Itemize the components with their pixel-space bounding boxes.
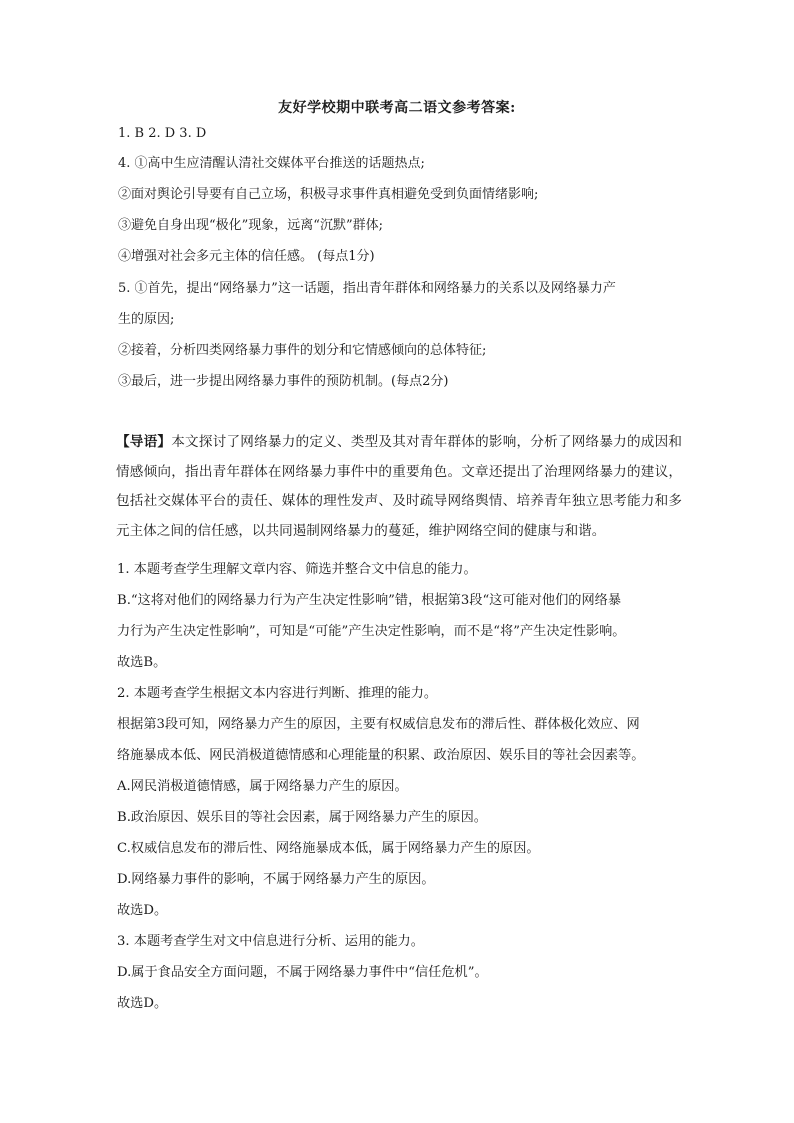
answer-line-6: 5. ①首先，提出“网络暴力”这一话题，指出青年群体和网络暴力的关系以及网络暴力产 — [118, 281, 616, 296]
answer-line-4: ③避免自身出现“极化”现象，远离“沉默”群体; — [118, 218, 383, 233]
explanation-line-6: 根据第3段可知，网络暴力产生的原因，主要有权威信息发布的滞后性、群体极化效应、网 — [117, 717, 640, 732]
explanation-line-3: 力行为产生决定性影响”，可知是“可能”产生决定性影响，而不是“将”产生决定性影响。 — [117, 624, 626, 639]
page-title: 友好学校期中联考高二语文参考答案: — [278, 100, 516, 116]
explanation-line-7: 络施暴成本低、网民消极道德情感和心理能量的积累、政治原因、娱乐目的等社会因素等。 — [117, 748, 645, 763]
explanation-line-11: D.网络暴力事件的影响，不属于网络暴力产生的原因。 — [117, 872, 435, 887]
answer-line-8: ②接着，分析四类网络暴力事件的划分和它情感倾向的总体特征; — [118, 343, 487, 358]
explanation-line-5: 2. 本题考查学生根据文本内容进行判断、推理的能力。 — [117, 686, 438, 701]
explanation-line-2: B.“这将对他们的网络暴力行为产生决定性影响”错，根据第3段“这可能对他们的网络暴 — [117, 593, 622, 608]
answer-line-2: 4. ①高中生应清醒认清社交媒体平台推送的话题热点; — [118, 156, 425, 171]
explanation-line-9: B.政治原因、娱乐目的等社会因素，属于网络暴力产生的原因。 — [117, 810, 487, 825]
explanation-line-12: 故选D。 — [117, 903, 168, 918]
explanation-line-4: 故选B。 — [117, 655, 167, 670]
answer-line-1: 1. B 2. D 3. D — [118, 126, 207, 141]
explanation-line-8: A.网民消极道德情感，属于网络暴力产生的原因。 — [117, 779, 408, 794]
answer-line-9: ③最后，进一步提出网络暴力事件的预防机制。(每点2分) — [118, 374, 449, 389]
explanation-line-1: 1. 本题考查学生理解文章内容、筛选并整合文中信息的能力。 — [117, 562, 477, 577]
lead-tag: 【导语】 — [116, 434, 172, 450]
explanation-line-14: D.属于食品安全方面问题，不属于网络暴力事件中“信任危机”。 — [117, 965, 488, 980]
lead-paragraph — [116, 428, 682, 546]
answer-line-7: 生的原因; — [118, 312, 175, 327]
explanation-line-10: C.权威信息发布的滞后性、网络施暴成本低，属于网络暴力产生的原因。 — [117, 841, 540, 856]
answer-line-3: ②面对舆论引导要有自己立场，积极寻求事件真相避免受到负面情绪影响; — [118, 187, 539, 202]
lead-text: 本文探讨了网络暴力的定义、类型及其对青年群体的影响，分析了网络暴力的成因和情感倾向，指出青年群体在网络暴力事件中的重要角色。文章还提出了治理网络暴力的建议，包括社交媒体平台的责任、媒体的理性发声、及时疏导网络舆情、培养青年独立思考能力和多元主体之间的信任感，以共同遏制网络暴力的蔓延，维护网络空间的健康与和谐。 — [116, 434, 683, 539]
explanation-line-13: 3. 本题考查学生对文中信息进行分析、运用的能力。 — [117, 934, 424, 949]
answer-line-5: ④增强对社会多元主体的信任感。 (每点1分) — [118, 249, 375, 264]
explanation-line-15: 故选D。 — [117, 996, 168, 1011]
